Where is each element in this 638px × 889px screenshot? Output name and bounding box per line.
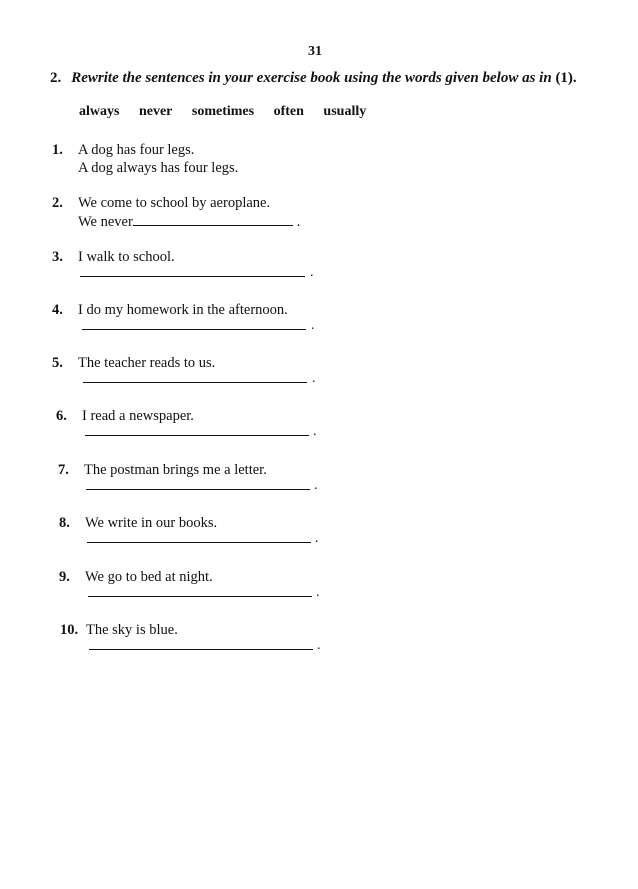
item-sentence: I do my homework in the afternoon. [78,302,288,318]
answer-blank[interactable] [80,276,305,277]
page-number: 31 [308,44,322,59]
answer-blank[interactable] [87,542,311,543]
item-number: 6. [56,408,67,424]
word-bank-word: sometimes [191,104,255,119]
answer-blank[interactable] [89,649,313,650]
answer-blank[interactable] [83,382,307,383]
item-sentence: The postman brings me a letter. [84,462,267,478]
answer-blank[interactable] [85,435,309,436]
word-bank-word: usually [323,104,367,119]
item-sentence: I walk to school. [78,249,175,265]
worksheet-page: 31 2. Rewrite the sentences in your exercise book using the words given below as in (1). always never sometimes often usually 1. A dog has four legs. A dog always has four legs. 2. We come to school by aeroplane. We never . 3. I walk to school. . 4. I do my homework in the afternoon. . 5. The teacher reads to us. . 6. I read a newspaper. . 7. The postman brings me a letter. . 8. We write in our books. . 9. We go to bed at night. . 10. The sky is blue. . [50,44,577,653]
item-number: 9. [59,569,70,585]
item-number: 5. [52,355,63,371]
item-number: 3. [52,249,63,265]
item-sentence: We come to school by aeroplane. [78,195,271,211]
item-sentence: I read a newspaper. [82,408,194,424]
answer-blank[interactable] [82,329,306,330]
answer-blank[interactable] [86,489,310,490]
answer-prefix: We never [78,214,133,230]
item-number: 4. [52,302,63,318]
instruction-text: Rewrite the sentences in your exercise book using the words given below as in [71,70,552,86]
exercise-instruction [50,70,577,87]
answer-blank[interactable] [133,213,293,226]
item-answer-area: We never . [78,214,301,230]
item-number: 7. [58,462,69,478]
item-example-answer: A dog always has four legs. [78,160,239,176]
word-bank [79,104,382,120]
item-sentence: A dog has four legs. [78,142,195,158]
word-bank-word: never [138,104,173,119]
item-sentence: The teacher reads to us. [78,355,216,371]
word-bank-word: always [79,104,120,119]
exercise-number: 2. [50,70,62,86]
item-sentence: The sky is blue. [86,622,178,638]
item-sentence: We write in our books. [85,515,218,531]
instruction-reference: (1). [555,70,577,86]
item-number: 10. [60,622,79,638]
word-bank-word: often [273,104,304,119]
answer-blank[interactable] [88,596,312,597]
item-number: 1. [52,142,63,158]
item-number: 8. [59,515,70,531]
item-number: 2. [52,195,63,211]
item-sentence: We go to bed at night. [85,569,213,585]
